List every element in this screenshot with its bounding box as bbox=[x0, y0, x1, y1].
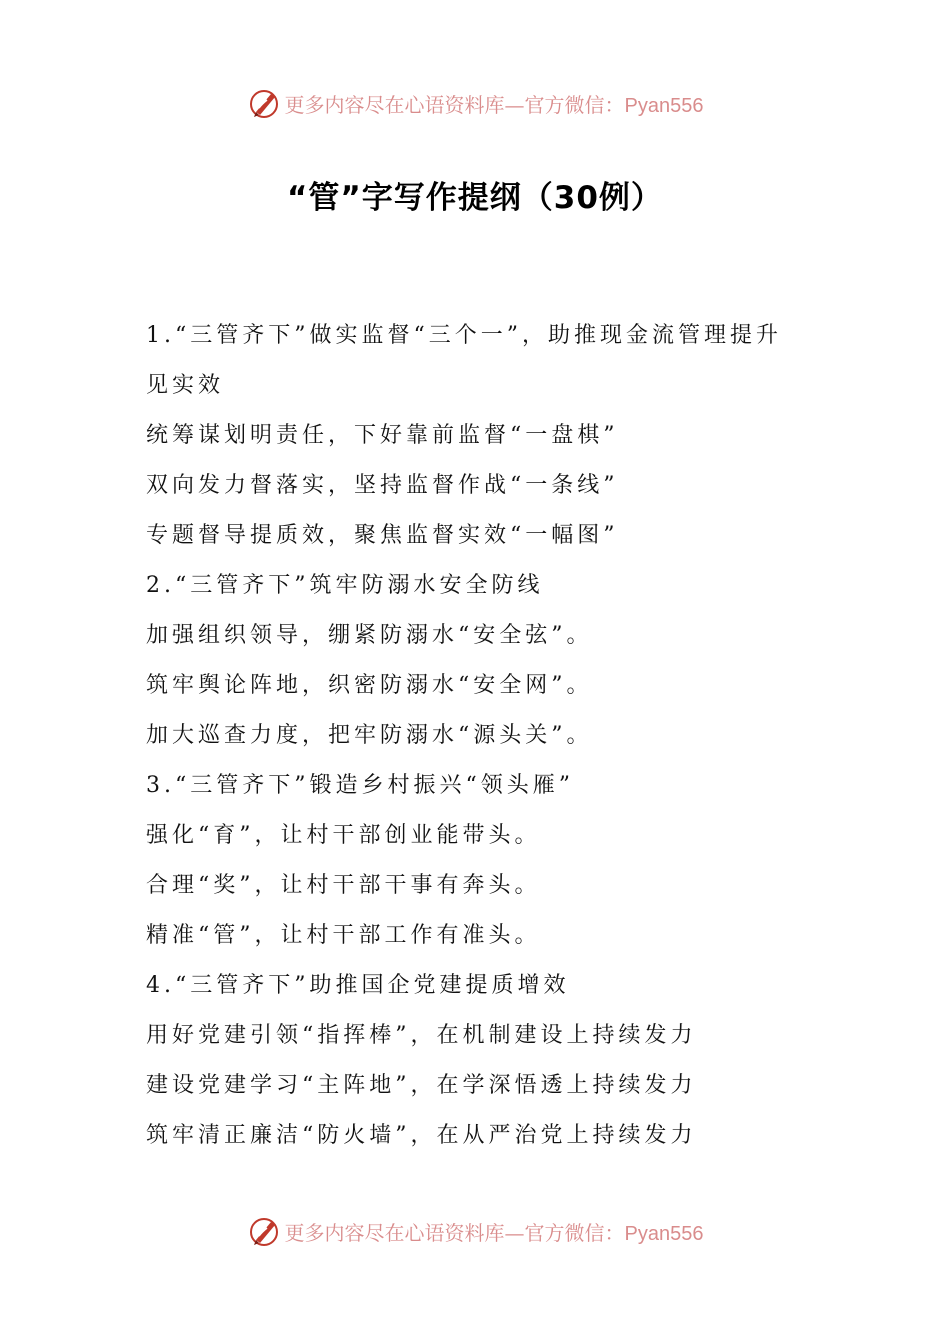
footer-banner bbox=[0, 1211, 950, 1251]
outline-content bbox=[146, 311, 816, 1161]
outline-line: 4.“三管齐下”助推国企党建提质增效 bbox=[146, 973, 570, 998]
banner-text bbox=[285, 1217, 704, 1246]
outline-line: 3.“三管齐下”锻造乡村振兴“领头雁” bbox=[146, 773, 574, 798]
outline-line: 精准“管”，让村干部工作有准头。 bbox=[146, 923, 541, 948]
outline-line: 专题督导提质效，聚焦监督实效“一幅图” bbox=[146, 523, 619, 548]
outline-line: 筑牢清正廉洁“防火墙”，在从严治党上持续发力 bbox=[146, 1123, 697, 1148]
outline-line: 见实效 bbox=[146, 373, 225, 398]
outline-line: 2.“三管齐下”筑牢防溺水安全防线 bbox=[146, 573, 544, 598]
banner-wechat-id: Pyan556 bbox=[624, 1222, 704, 1245]
outline-line: 统筹谋划明责任，下好靠前监督“一盘棋” bbox=[146, 423, 619, 448]
outline-line: 双向发力督落实，坚持监督作战“一条线” bbox=[146, 473, 619, 498]
banner-label: 更多内容尽在心语资料库—官方微信： bbox=[284, 92, 625, 117]
banner-wechat-id: Pyan556 bbox=[624, 94, 704, 117]
outline-line: 建设党建学习“主阵地”，在学深悟透上持续发力 bbox=[146, 1073, 697, 1098]
header-banner bbox=[0, 83, 950, 123]
outline-line: 筑牢舆论阵地，织密防溺水“安全网”。 bbox=[146, 673, 593, 698]
banner-label: 更多内容尽在心语资料库—官方微信： bbox=[284, 1220, 625, 1245]
outline-line: 强化“育”，让村干部创业能带头。 bbox=[146, 823, 541, 848]
pen-seal-icon bbox=[247, 86, 281, 120]
outline-line: 1.“三管齐下”做实监督“三个一”，助推现金流管理提升 bbox=[146, 323, 782, 348]
outline-line: 合理“奖”，让村干部干事有奔头。 bbox=[146, 873, 541, 898]
outline-line: 加大巡查力度，把牢防溺水“源头关”。 bbox=[146, 723, 593, 748]
page-title: “管”字写作提纲（30例） bbox=[287, 180, 663, 216]
banner-text bbox=[285, 89, 704, 118]
outline-line: 用好党建引领“指挥棒”，在机制建设上持续发力 bbox=[146, 1023, 697, 1048]
outline-line: 加强组织领导，绷紧防溺水“安全弦”。 bbox=[146, 623, 593, 648]
pen-seal-icon bbox=[247, 1214, 281, 1248]
